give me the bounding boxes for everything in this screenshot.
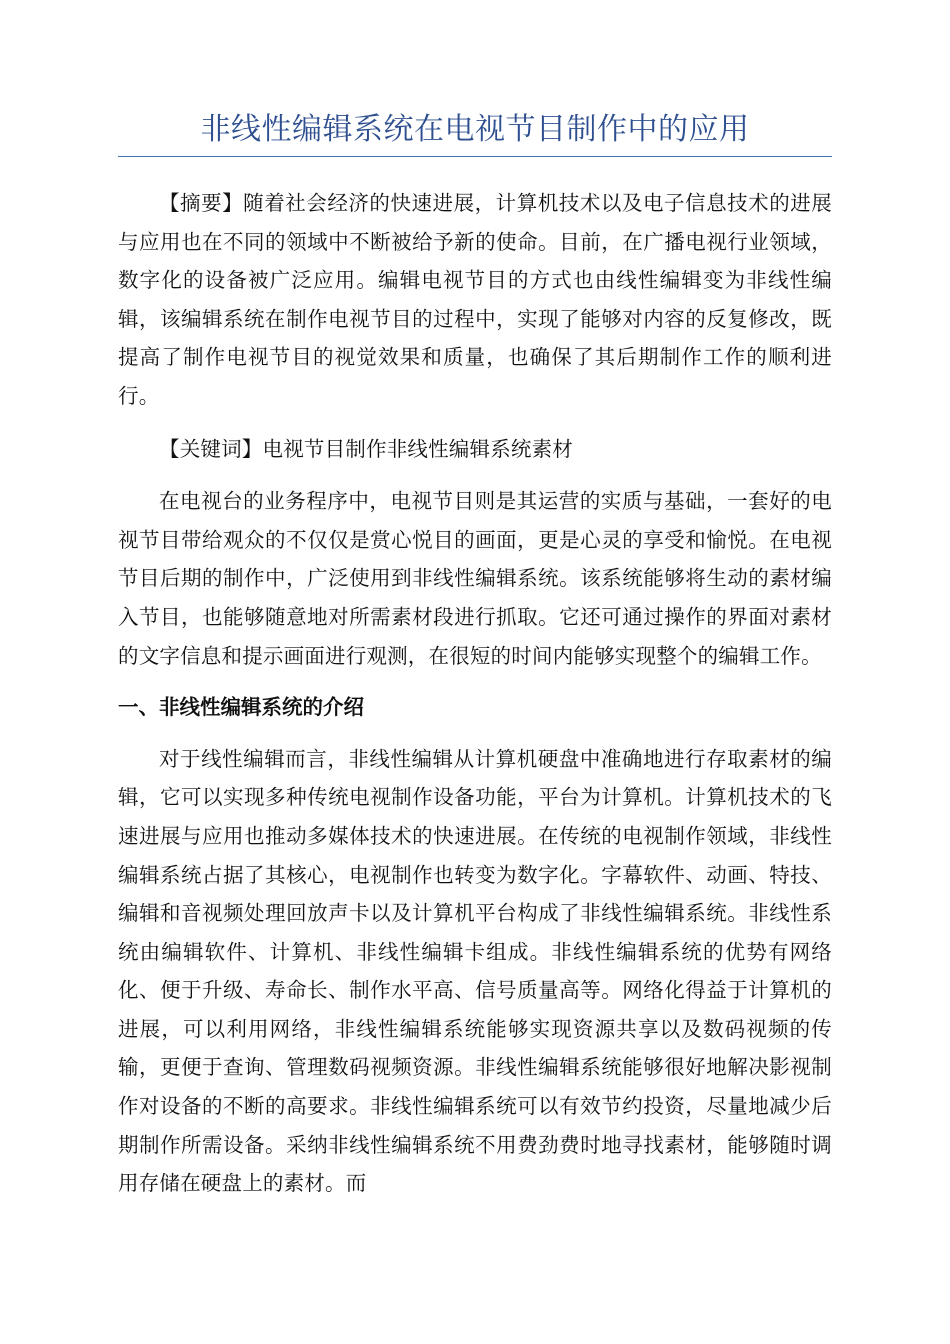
section-body-paragraph: 对于线性编辑而言，非线性编辑从计算机硬盘中准确地进行存取素材的编辑，它可以实现多种传统电视制作设备功能，平台为计算机。计算机技术的飞速进展与应用也推动多媒体技术的快速进展。在传统的电视制作领域，非线性编辑系统占据了其核心，电视制作也转变为数字化。字幕软件、动画、特技、编辑和音视频处理回放声卡以及计算机平台构成了非线性编辑系统。非线性系统由编辑软件、计算机、非线性编辑卡组成。非线性编辑系统的优势有网络化、便于升级、寿命长、制作水平高、信号质量高等。网络化得益于计算机的进展，可以利用网络，非线性编辑系统能够实现资源共享以及数码视频的传输，更便于查询、管理数码视频资源。非线性编辑系统能够很好地解决影视制作对设备的不断的高要求。非线性编辑系统可以有效节约投资，尽量地减少后期制作所需设备。采纳非线性编辑系统不用费劲费时地寻找素材，能够随时调用存储在硬盘上的素材。而 <box>118 746 832 1196</box>
keywords-paragraph: 【关键词】电视节目制作非线性编辑系统素材 <box>159 436 573 461</box>
abstract-paragraph: 【摘要】随着社会经济的快速进展，计算机技术以及电子信息技术的进展与应用也在不同的领域中不断被给予新的使命。目前，在广播电视行业领域，数字化的设备被广泛应用。编辑电视节目的方式也由线性编辑变为非线性编辑，该编辑系统在制作电视节目的过程中，实现了能够对内容的反复修改，既提高了制作电视节目的视觉效果和质量，也确保了其后期制作工作的顺利进行。 <box>118 191 832 408</box>
section-heading: 一、非线性编辑系统的介绍 <box>118 695 364 720</box>
document-title: 非线性编辑系统在电视节目制作中的应用 <box>118 110 832 157</box>
document-page <box>118 110 832 1203</box>
intro-paragraph: 在电视台的业务程序中，电视节目则是其运营的实质与基础，一套好的电视节目带给观众的不仅仅是赏心悦目的画面，更是心灵的享受和愉悦。在电视节目后期的制作中，广泛使用到非线性编辑系统。该系统能够将生动的素材编入节目，也能够随意地对所需素材段进行抓取。它还可通过操作的界面对素材的文字信息和提示画面进行观测，在很短的时间内能够实现整个的编辑工作。 <box>118 489 832 668</box>
